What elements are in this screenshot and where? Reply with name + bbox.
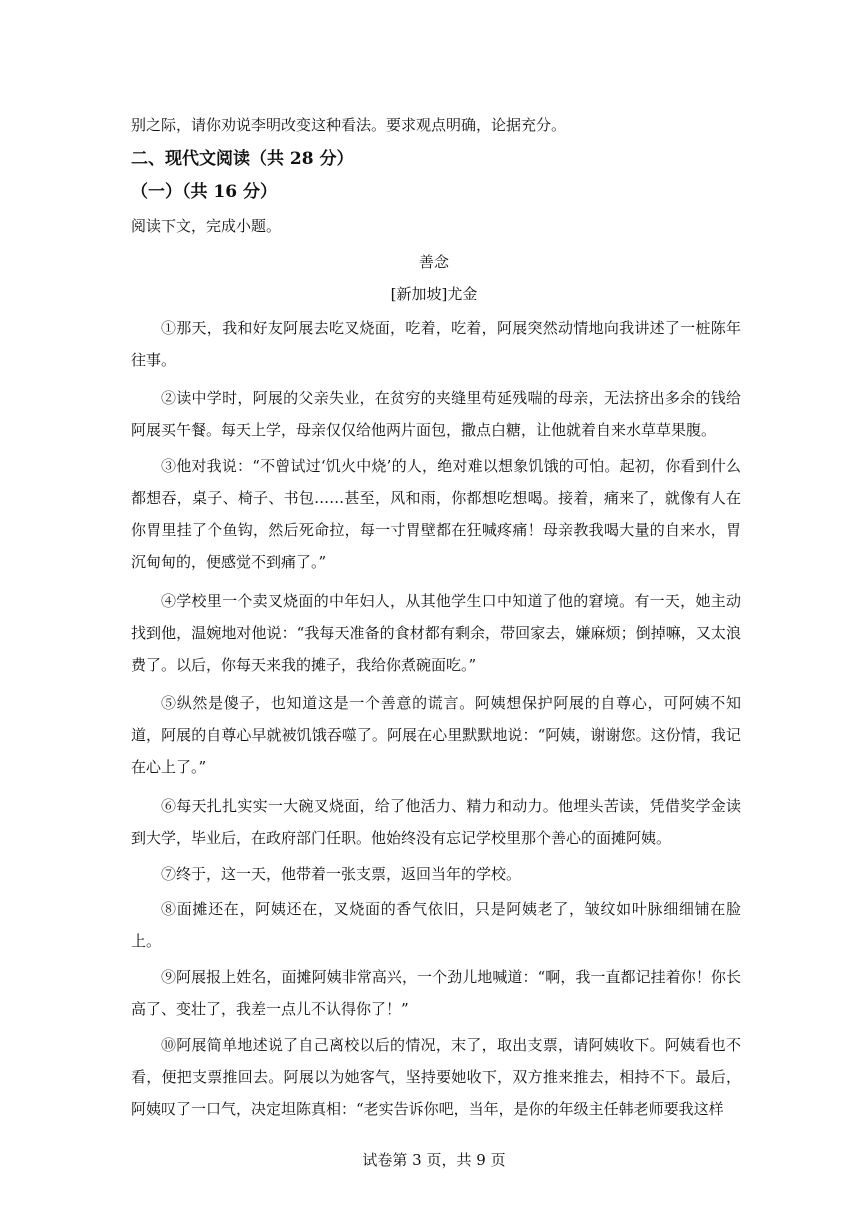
subsection-heading: （一）（共 16 分） — [131, 182, 277, 202]
article-paragraph-9: ⑨阿展报上姓名，面摊阿姨非常高兴，一个劲儿地喊道：“啊，我一直都记挂着你！你长高了、变壮了，我差一点儿不认得你了！” — [131, 968, 741, 1018]
article-paragraph-3: ③他对我说：“不曾试过‘饥火中烧’的人，绝对难以想象饥饿的可怕。起初，你看到什么都想吞，桌子、椅子、书包……甚至，风和雨，你都想吃想喝。接着，痛来了，就像有人在你胃里挂了个鱼钩，然后死命拉，每一寸胃壁都在狂喊疼痛！母亲教我喝大量的自来水，胃沉甸甸的，便感觉不到痛了。” — [131, 457, 741, 571]
article-paragraph-5: ⑤纵然是傻子，也知道这是一个善意的谎言。阿姨想保护阿展的自尊心，可阿姨不知道，阿展的自尊心早就被饥饿吞噬了。阿展在心里默默地说：“阿姨，谢谢您。这份情，我记在心上了。” — [131, 694, 741, 776]
article-author: [新加坡]尤金 — [390, 285, 478, 303]
article-paragraph-10: ⑩阿展简单地述说了自己离校以后的情况，末了，取出支票，请阿姨收下。阿姨看也不看，便把支票推回去。阿展以为她客气，坚持要她收下，双方推来推去，相持不下。最后，阿姨叹了一口气，决定坦陈真相：“老实告诉你吧，当年，是你的年级主任韩老师要我这样 — [131, 1036, 741, 1118]
reading-instruction: 阅读下文，完成小题。 — [131, 217, 282, 235]
article-paragraph-4: ④学校里一个卖叉烧面的中年妇人，从其他学生口中知道了他的窘境。有一天，她主动找到他，温婉地对他说：“我每天准备的食材都有剩余，带回家去，嫌麻烦；倒掉嘛，又太浪费了。以后，你每天来我的摊子，我给你煮碗面吃。” — [131, 592, 741, 674]
article-paragraph-2: ②读中学时，阿展的父亲失业，在贫穷的夹缝里苟延残喘的母亲，无法挤出多余的钱给阿展买午餐。每天上学，母亲仅仅给他两片面包，撒点白糖，让他就着自来水草草果腹。 — [131, 389, 741, 439]
section-heading: 二、现代文阅读（共 28 分） — [131, 149, 354, 169]
article-paragraph-6: ⑥每天扎扎实实一大碗叉烧面，给了他活力、精力和动力。他埋头苦读，凭借奖学金读到大学，毕业后，在政府部门任职。他始终没有忘记学校里那个善心的面摊阿姨。 — [131, 797, 741, 847]
article-paragraph-8: ⑧面摊还在，阿姨还在，叉烧面的香气依旧，只是阿姨老了，皱纹如叶脉细细铺在脸上。 — [131, 900, 741, 950]
previous-question-continuation: 别之际，请你劝说李明改变这种看法。要求观点明确，论据充分。 — [131, 116, 567, 134]
article-paragraph-7: ⑦终于，这一天，他带着一张支票，返回当年的学校。 — [161, 865, 522, 883]
article-paragraph-1: ①那天，我和好友阿展去吃叉烧面，吃着，吃着，阿展突然动情地向我讲述了一桩陈年往事。 — [131, 319, 741, 369]
page-footer: 试卷第 3 页，共 9 页 — [362, 1151, 506, 1169]
article-title: 善念 — [418, 253, 449, 271]
